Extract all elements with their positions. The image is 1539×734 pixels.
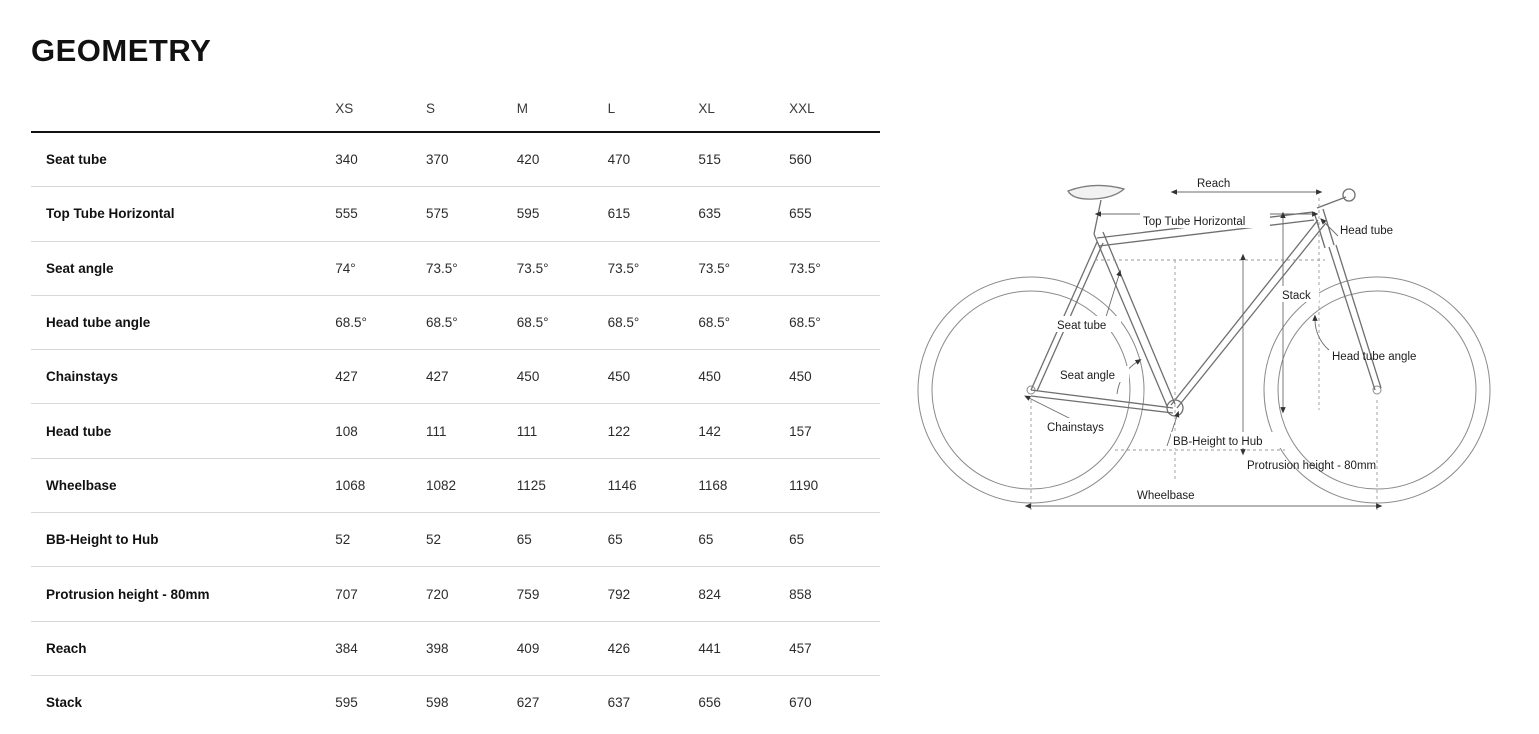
cell-wheelbase-xxl: 1190 xyxy=(789,458,880,512)
table-body xyxy=(31,132,880,729)
row-label-seat-angle: Seat angle xyxy=(31,241,335,295)
cell-chainstays-l: 450 xyxy=(608,350,699,404)
cell-bb-height-to-hub-s: 52 xyxy=(426,513,517,567)
fork-line-2 xyxy=(1336,245,1381,388)
cell-seat-angle-l: 73.5° xyxy=(608,241,699,295)
cell-top-tube-horizontal-xs: 555 xyxy=(335,187,426,241)
cell-stack-xl: 656 xyxy=(698,695,721,711)
table-row xyxy=(31,132,880,187)
cell-stack-m: 627 xyxy=(516,695,540,711)
cell-chainstays-m: 450 xyxy=(517,350,608,404)
cell-seat-tube-m: 420 xyxy=(517,132,608,187)
table-header-s: S xyxy=(426,86,517,132)
cell-seat-angle-s: 73.5° xyxy=(426,241,517,295)
table-row xyxy=(31,350,880,404)
cell-bb-height-to-hub-xs: 52 xyxy=(335,513,426,567)
cell-head-tube-l: 122 xyxy=(608,404,699,458)
label-seat-tube: Seat tube xyxy=(1057,320,1107,332)
table-row xyxy=(31,513,880,567)
cell-chainstays-s: 427 xyxy=(426,350,517,404)
page-title: GEOMETRY xyxy=(31,33,212,68)
head-tube-line xyxy=(1314,212,1325,248)
label-chainstays: Chainstays xyxy=(1047,422,1104,434)
cell-seat-tube-xl: 515 xyxy=(698,132,789,187)
row-label-wheelbase: Wheelbase xyxy=(31,458,335,512)
cell-head-tube-angle-l: 68.5° xyxy=(608,295,699,349)
saddle xyxy=(1068,185,1124,199)
cell-chainstays-xxl: 450 xyxy=(789,350,880,404)
row-label-head-tube-angle: Head tube angle xyxy=(31,295,335,349)
row-label-bb-height-to-hub: BB-Height to Hub xyxy=(31,513,335,567)
head-tube-angle-arc xyxy=(1315,320,1329,350)
cell-wheelbase-xl: 1168 xyxy=(698,458,789,512)
cell-reach-s: 398 xyxy=(426,621,517,675)
down-tube-line xyxy=(1171,220,1318,405)
cell-seat-tube-xs: 340 xyxy=(335,132,426,187)
label-top-tube-horizontal: Top Tube Horizontal xyxy=(1143,216,1246,228)
table-header-xs: XS xyxy=(335,86,426,132)
row-label-seat-tube: Seat tube xyxy=(31,132,335,187)
cell-protrusion-height-s: 720 xyxy=(426,567,517,621)
table-header-l: L xyxy=(608,86,699,132)
handlebar-grip xyxy=(1343,189,1355,201)
row-label-reach: Reach xyxy=(31,621,335,675)
table-row xyxy=(31,458,880,512)
cell-seat-angle-xxl: 73.5° xyxy=(789,241,880,295)
table-row xyxy=(31,404,880,458)
cell-reach-m: 409 xyxy=(517,621,608,675)
cell-head-tube-angle-m: 68.5° xyxy=(517,295,608,349)
cell-protrusion-height-xxl: 858 xyxy=(789,567,880,621)
table-row xyxy=(31,241,880,295)
table-header-label-column xyxy=(31,86,335,132)
cell-wheelbase-s: 1082 xyxy=(426,458,517,512)
row-label-stack: Stack xyxy=(46,695,83,711)
row-label-chainstays: Chainstays xyxy=(31,350,335,404)
cell-protrusion-height-xs: 707 xyxy=(335,567,426,621)
cell-chainstays-xl: 450 xyxy=(698,350,789,404)
cell-protrusion-height-m: 759 xyxy=(517,567,608,621)
cell-stack-l: 637 xyxy=(607,695,631,711)
cell-stack-xs: 595 xyxy=(335,695,358,711)
geometry-table xyxy=(31,86,880,729)
cell-reach-xs: 384 xyxy=(335,621,426,675)
cell-seat-angle-xs: 74° xyxy=(335,241,426,295)
cell-head-tube-xxl: 157 xyxy=(789,404,880,458)
cell-head-tube-angle-xxl: 68.5° xyxy=(789,295,880,349)
cell-top-tube-horizontal-m: 595 xyxy=(517,187,608,241)
table-row xyxy=(31,567,880,621)
cell-top-tube-horizontal-xl: 635 xyxy=(698,187,789,241)
row-label-top-tube-horizontal: Top Tube Horizontal xyxy=(31,187,335,241)
fork-line xyxy=(1329,247,1375,390)
cell-seat-tube-l: 470 xyxy=(608,132,699,187)
cell-head-tube-m: 111 xyxy=(517,404,608,458)
cell-wheelbase-m: 1125 xyxy=(517,458,608,512)
seat-post xyxy=(1094,200,1101,234)
cell-head-tube-angle-xl: 68.5° xyxy=(698,295,789,349)
cell-head-tube-angle-xs: 68.5° xyxy=(335,295,426,349)
table-header-xxl: XXL xyxy=(789,86,880,132)
stem-line xyxy=(1317,197,1346,208)
label-wheelbase: Wheelbase xyxy=(1137,490,1195,502)
cell-seat-angle-m: 73.5° xyxy=(517,241,608,295)
cell-seat-angle-xl: 73.5° xyxy=(698,241,789,295)
cell-top-tube-horizontal-xxl: 655 xyxy=(789,187,880,241)
cell-head-tube-s: 111 xyxy=(426,404,517,458)
down-tube-line-2 xyxy=(1177,224,1325,408)
cell-reach-l: 426 xyxy=(608,621,699,675)
cell-protrusion-height-xl: 824 xyxy=(698,567,789,621)
cell-wheelbase-l: 1146 xyxy=(608,458,699,512)
table-header-row xyxy=(31,86,880,132)
cell-top-tube-horizontal-l: 615 xyxy=(608,187,699,241)
cell-head-tube-xl: 142 xyxy=(698,404,789,458)
label-head-tube-angle: Head tube angle xyxy=(1332,351,1417,363)
cell-chainstays-xs: 427 xyxy=(335,350,426,404)
diagram-labels-group xyxy=(1045,175,1416,502)
label-head-tube: Head tube xyxy=(1340,225,1394,237)
table-header xyxy=(31,86,880,132)
table-row xyxy=(31,187,880,241)
cell-seat-tube-s: 370 xyxy=(426,132,517,187)
cell-bb-height-to-hub-xxl: 65 xyxy=(789,513,880,567)
cell-reach-xl: 441 xyxy=(698,621,789,675)
cell-protrusion-height-l: 792 xyxy=(608,567,699,621)
table-header-xl: XL xyxy=(698,86,789,132)
cell-stack-xxl: 670 xyxy=(789,695,812,711)
cell-head-tube-angle-s: 68.5° xyxy=(426,295,517,349)
cell-seat-tube-xxl: 560 xyxy=(789,132,880,187)
cell-reach-xxl: 457 xyxy=(789,621,880,675)
cell-bb-height-to-hub-xl: 65 xyxy=(698,513,789,567)
cell-bb-height-to-hub-l: 65 xyxy=(608,513,699,567)
table-header-m: M xyxy=(517,86,608,132)
label-protrusion-height: Protrusion height - 80mm xyxy=(1247,460,1377,472)
row-label-head-tube: Head tube xyxy=(31,404,335,458)
table-row xyxy=(31,621,880,675)
label-seat-angle: Seat angle xyxy=(1060,370,1115,382)
table-row xyxy=(31,675,880,729)
bike-geometry-diagram xyxy=(905,150,1525,540)
seat-tube-leader xyxy=(1105,275,1119,320)
cell-stack-s: 598 xyxy=(426,695,449,711)
cell-wheelbase-xs: 1068 xyxy=(335,458,426,512)
label-bb-height-to-hub: BB-Height to Hub xyxy=(1173,436,1263,448)
label-reach: Reach xyxy=(1197,178,1231,190)
label-stack: Stack xyxy=(1282,290,1311,302)
bike-wheels-group xyxy=(918,277,1490,503)
table-row xyxy=(31,295,880,349)
cell-bb-height-to-hub-m: 65 xyxy=(517,513,608,567)
cell-head-tube-xs: 108 xyxy=(335,404,426,458)
row-label-protrusion-height: Protrusion height - 80mm xyxy=(31,567,335,621)
cell-top-tube-horizontal-s: 575 xyxy=(426,187,517,241)
